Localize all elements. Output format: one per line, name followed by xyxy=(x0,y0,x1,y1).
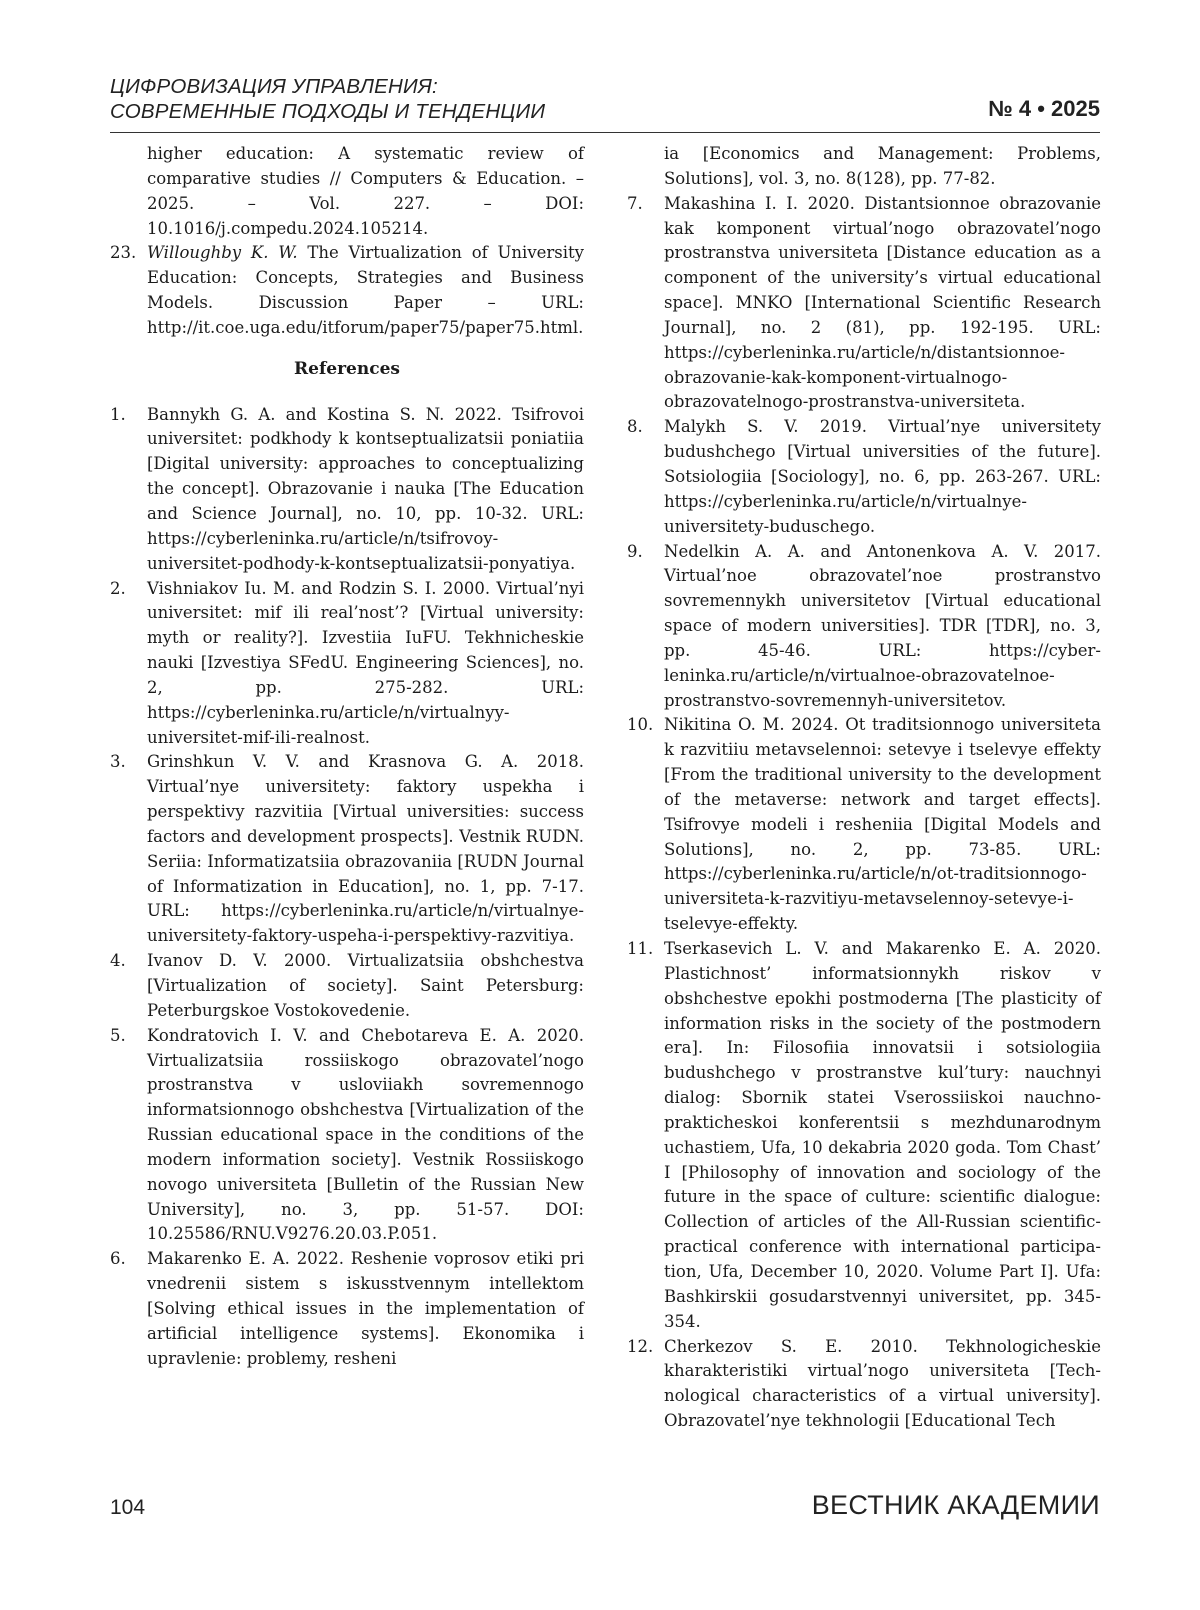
reference-item xyxy=(110,403,584,577)
reference-item xyxy=(627,415,1101,539)
reference-item xyxy=(110,750,584,949)
journal-title-line1: ЦИФРОВИЗАЦИЯ УПРАВЛЕНИЯ: xyxy=(110,75,438,98)
reference-number: 23. xyxy=(110,243,137,263)
reference-text: Nedelkin A. A. and Antonenkova A. V. 2017. Virtual’noe obrazovatel’noe prostranstvo sovremennykh universitetov [Virtual educational space of modern universities]. TDR [TDR], no. 3, pp. 45-46. URL: https://cyberleninka.ru/article/n/virtualnoe-obrazovatelnoe-prostranstvo-sovremennyh-universitetov. xyxy=(664,541,1101,710)
reference-text: Malykh S. V. 2019. Virtual’nye universitety budushchego [Virtual universities of the future]. Sotsiologiia [Sociology], no. 6, pp. 263-267. URL: https://cyberleninka.ru/article/n/virtualnye-universitety-buduschego. xyxy=(664,417,1101,536)
journal-section-title xyxy=(110,74,545,124)
reference-text: Makashina I. I. 2020. Distantsionnoe obrazovanie kak komponent virtual’nogo obrazovatel’nogo prostranstva universiteta [Distance education as a component of the university’s virtual educational space]. MNKO [International Scientific Research Journal], no. 2 (81), pp. 192-195. URL: https://cyberleninka.ru/article/n/distantsionnoe-obrazovanie-kak-komponent-virtualnogo-obrazovatelnogo-prostranstva-universiteta. xyxy=(664,193,1101,412)
reference-text: Tserkasevich L. V. and Makarenko E. A. 2020. Plastichnost’ informatsionnykh riskov v obshchestve epokhi postmoderna [The plasticity of information risks in the society of the postmodern era]. In: Filosofiia innovatsii i sotsiologiia budushchego v prostranstve kul’tury: nauchnyi dialog: Sbornik statei Vserossiiskoi nauchno-prakticheskoi konferentsii s mezhdunarodnym uchastiem, Ufa, 10 dekabria 2020 goda. Tom Chast’ I [Philosophy of innovation and sociology of the future in the space of culture: scientific dialogue: Collection of articles of the All-Russian scientific-practical conference with international participation, Ufa, December 10, 2020. Volume Part I]. Ufa: Bashkirskii gosudarstvennyi universitet, pp. 345-354. xyxy=(664,939,1101,1331)
reference-number: 11. xyxy=(627,939,654,958)
page-header xyxy=(110,74,1100,133)
footer-journal-name: ВЕСТНИК АКАДЕМИИ xyxy=(811,1490,1100,1520)
reference-item xyxy=(627,540,1101,714)
reference-number: 5. xyxy=(110,1025,126,1045)
issue-number: № 4 • 2025 xyxy=(988,96,1100,121)
reference-text: Nikitina O. M. 2024. Ot traditsionnogo universiteta k razvitiiu metavselennoi: setevye i tselevye effekty [From the traditional university to the development of the metaverse: network and target effects]. Tsifrovye modeli i resheniia [Digital Models and Solutions], no. 2, pp. 73-85. URL: https://cyberleninka.ru/article/n/ot-traditsionnogo-universiteta-k-razvitiyu-metavselennoy-setevye-i-tselevye-effekty. xyxy=(664,715,1101,934)
reference-item xyxy=(110,1247,584,1371)
reference-list-right xyxy=(627,192,1101,1434)
reference-number: 7. xyxy=(627,193,643,213)
journal-title-line2: СОВРЕМЕННЫЕ ПОДХОДЫ И ТЕНДЕНЦИИ xyxy=(110,100,546,123)
reference-number: 1. xyxy=(110,404,126,424)
reference-number: 9. xyxy=(627,541,643,561)
reference-text: The Virtualization of University Education: Concepts, Strategies and Business Models. Discussion Paper – URL: http://it.coe.uga.edu/itforum/paper75/paper75.html. xyxy=(147,243,584,337)
reference-number: 2. xyxy=(110,578,126,598)
reference-text: Makarenko E. A. 2022. Reshenie voprosov etiki pri vnedrenii sistem s iskusstvennym intellektom [Solving ethical issues in the implementation of artificial intelligence systems]. Ekonomika i upravlenie: problemy, resheni xyxy=(147,1249,584,1368)
reference-number: 8. xyxy=(627,417,643,437)
continued-reference: ia [Economics and Management: Problems, Solutions], vol. 3, no. 8(128), pp. 77-82. xyxy=(664,144,1101,188)
reference-author: Willoughby K. W. xyxy=(147,243,298,263)
reference-text: Kondratovich I. V. and Chebotareva E. A. 2020. Virtualizatsiia rossiiskogo obrazovatel’nogo prostranstva v usloviiakh sovremennogo informatsionnogo obshchestva [Virtualization of the Russian educational space in the conditions of the modern information society]. Vestnik Rossiiskogo novogo universiteta [Bulletin of the Russian New University], no. 3, pp. 51-57. DOI: 10.25586/RNU.V9276.20.03.P.051. xyxy=(147,1025,584,1244)
reference-item xyxy=(110,577,584,751)
left-column xyxy=(110,142,584,1372)
reference-text: Vishniakov Iu. M. and Rodzin S. I. 2000. Virtual’nyi universitet: mif ili real’nost’? [Virtual university: myth or reality?]. Izvestiia IuFU. Tekhnicheskie nauki [Izvestiya SFedU. Engineering Sciences], no. 2, pp. 275-282. URL: https://cyberleninka.ru/article/n/virtualnyy-universitet-mif-ili-realnost. xyxy=(147,578,584,747)
reference-item xyxy=(627,192,1101,416)
reference-number: 3. xyxy=(110,752,126,772)
reference-text: Grinshkun V. V. and Krasnova G. A. 2018. Virtual’nye universitety: faktory uspekha i perspektivy razvitiia [Virtual universities: success factors and development prospects]. Vestnik RUDN. Seriia: Informatizatsiia obrazovaniia [RUDN Journal of Informatization in Education], no. 1, pp. 7-17. URL: https://cyberleninka.ru/article/n/virtualnye-universitety-faktory-uspeha-i-perspektivy-razvitiya. xyxy=(147,752,584,946)
reference-number: 12. xyxy=(627,1336,654,1356)
right-column xyxy=(627,142,1101,1434)
reference-text: Cherkezov S. E. 2010. Tekhnologicheskie kharakteristiki virtual’nogo universiteta [Technological characteristics of a virtual university]. Obrazovatel’nye tekhnologii [Educational Tech xyxy=(664,1336,1101,1431)
reference-item xyxy=(627,937,1101,1335)
reference-number: 6. xyxy=(110,1249,126,1269)
reference-item xyxy=(627,1335,1101,1434)
reference-item xyxy=(627,713,1101,937)
reference-item xyxy=(110,241,584,340)
reference-list-left xyxy=(110,403,584,1372)
reference-number: 4. xyxy=(110,951,126,971)
reference-text: Bannykh G. A. and Kostina S. N. 2022. Tsifrovoi universitet: podkhody k kontseptualizatsii poniatiia [Digital university: approaches to conceptualizing the concept]. Obrazovanie i nauka [The Education and Science Journal], no. 10, pp. 10-32. URL: https://cyberleninka.ru/article/n/tsifrovoy-universitet-podhody-k-kontseptualizatsii-ponyatiya. xyxy=(147,404,584,573)
references-heading: References xyxy=(294,358,400,379)
reference-text: Ivanov D. V. 2000. Virtualizatsiia obshchestva [Virtualization of society]. Saint Petersburg: Peterburgskoe Vostokovedenie. xyxy=(147,951,584,1020)
reference-item xyxy=(110,949,584,1024)
page-number: 104 xyxy=(110,1496,146,1519)
reference-item xyxy=(110,1024,584,1248)
continued-reference: higher education: A systematic review of comparative studies // Computers & Education. – 2025. – Vol. 227. – DOI: 10.1016/j.compedu.2024.105214. xyxy=(147,144,584,238)
reference-number: 10. xyxy=(627,715,654,735)
